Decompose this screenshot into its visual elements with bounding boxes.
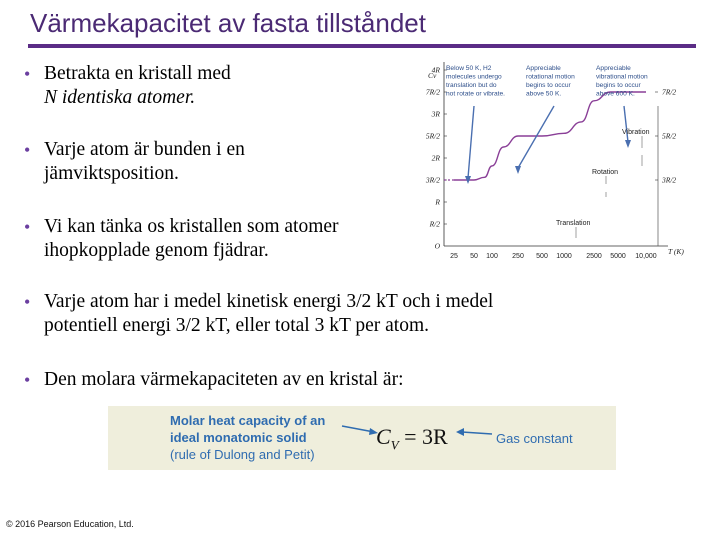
bullet-line: potentiell energi 3/2 kT, eller total 3 kT per atom. [44,315,430,336]
x-tick-label: 250 [512,253,524,260]
region-label-rotation: Rotation [592,169,619,176]
cv-curve [454,92,646,180]
y-tick-label: R [435,197,440,207]
slide-title: Värmekapacitet av fasta tillståndet [30,8,426,38]
chart-annotation-line: begins to occur [596,82,641,89]
bullet-line [44,86,231,110]
bullet-dot: • [24,140,31,160]
gas-constant-label: Gas constant [496,431,573,446]
chart-annotation-line: rotational motion [526,73,575,81]
right-y-tick-label: 7R/2 [662,87,677,97]
chart-annotation-line: above 600 K. [596,90,635,98]
y-tick-label: 2R [431,153,440,163]
heat-capacity-chart-svg [406,56,706,266]
y-tick-label: 7R/2 [425,87,440,97]
region-label-vibration: Vibration [622,129,650,136]
x-tick-label: 100 [486,253,498,260]
x-axis-label: T (K) [668,247,684,256]
bullet-line: jämviktsposition. [44,163,179,184]
y-tick-label: 3R [431,109,440,119]
right-y-tick-label: 3R/2 [662,175,677,185]
bullet-dot: • [24,217,31,237]
chart-annotation-line: begins to occur [526,82,571,89]
formula-arrow-icon [340,420,380,440]
x-tick-label: 2500 [586,253,602,260]
y-tick-label: 4R [431,65,440,75]
bullet-dot: • [24,292,31,312]
chart-annotation-line: translation but do [446,82,497,89]
y-tick-label: R/2 [429,219,440,229]
y-tick-label: O [434,241,440,251]
gas-constant-arrow-icon [454,426,494,440]
chart-annotation-line: Appreciable [596,65,631,72]
x-tick-label: 10,000 [635,253,657,260]
annotation-arrowhead [515,166,521,174]
x-tick-label: 500 [536,253,548,260]
bullet-dot: • [24,64,31,84]
chart-annotation-line: Below 50 K, H2 [446,65,492,72]
chart-annotation-line: above 50 K. [526,90,562,98]
dulong-petit-formula [108,406,616,470]
formula-description [170,412,325,463]
chart-annotation-line: not rotate or vibrate. [446,90,506,98]
bullet-line: Vi kan tänka os kristallen som atomer [44,216,339,237]
annotation-arrow [518,106,554,168]
right-y-tick-label: 5R/2 [662,131,677,141]
formula-description-line: Molar heat capacity of an [170,413,326,428]
bullet-line: Varje atom har i medel kinetisk energi 3/2 kT och i medel [44,291,494,312]
x-tick-label: 1000 [556,253,572,260]
y-axis-label: Cv [428,71,437,80]
x-tick-label: 50 [470,253,478,260]
formula-description-line: (rule of Dulong and Petit) [170,447,315,462]
annotation-arrow [468,106,474,178]
region-label-translation: Translation [556,220,591,227]
chart-annotation-line: Appreciable [526,65,561,72]
formula-equation: $C_V = 3R$ [376,424,448,453]
x-tick-label: 25 [450,253,458,260]
bullet-line: Varje atom är bunden i en [44,139,245,160]
y-tick-label: 3R/2 [425,175,440,185]
chart-annotation-line: vibrational motion [596,73,648,81]
heat-capacity-chart [406,56,706,266]
bullet-line: Den molara värmekapaciteten av en kristal är: [44,369,404,390]
x-tick-label: 5000 [610,253,626,260]
bullet-line: ihopkopplade genom fjädrar. [44,240,269,261]
annotation-arrowhead [625,140,631,148]
bullet-dot: • [24,370,31,390]
annotation-arrow [624,106,628,142]
chart-annotation-line: molecules undergo [446,73,502,81]
y-tick-label: 5R/2 [425,131,440,141]
bullet-line-text: N identiska atomer. [44,87,196,108]
formula-description-line: ideal monatomic solid [170,430,307,445]
bullet-line: Betrakta en kristall med [44,63,231,84]
title-underline [28,44,696,48]
copyright-notice: © 2016 Pearson Education, Ltd. [6,519,134,529]
